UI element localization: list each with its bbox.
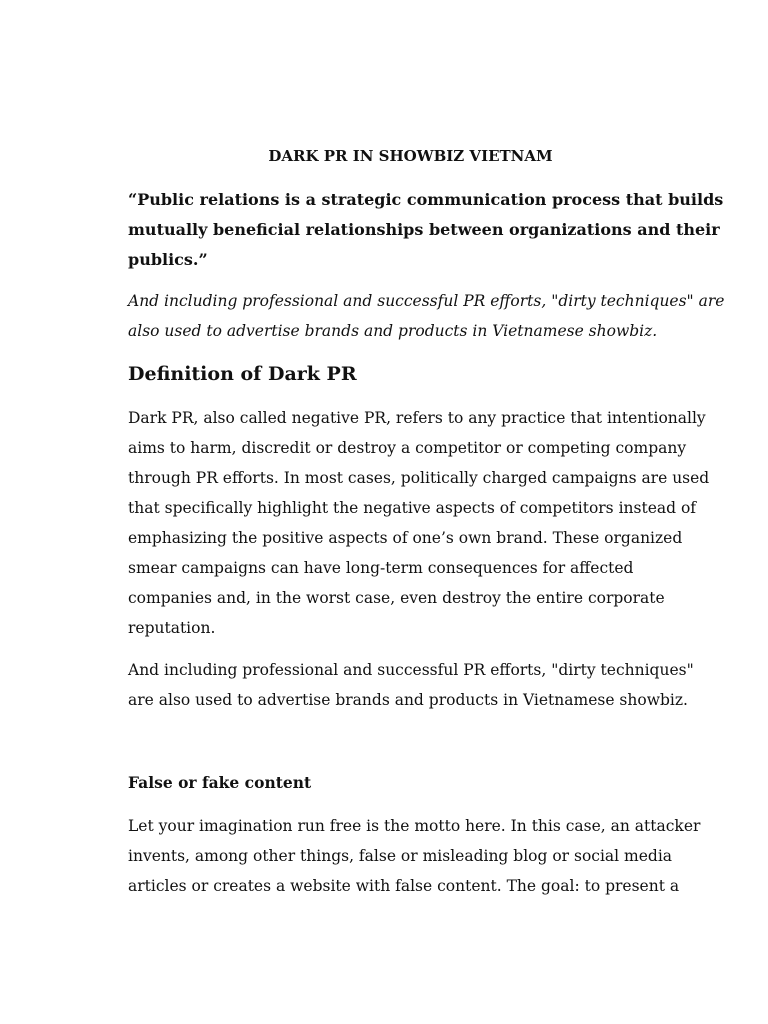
paragraph-line: Let your imagination run free is the motto here. In this case, an attacker (128, 817, 701, 835)
quote-line: mutually beneficial relationships between organizations and their (128, 220, 720, 239)
paragraph-line: emphasizing the positive aspects of one’s own brand. These organized (128, 529, 683, 547)
definition-paragraph (128, 403, 710, 643)
false-content-heading: False or fake content (128, 773, 312, 792)
false-content-paragraph (128, 811, 701, 901)
definition-paragraph-2 (128, 655, 698, 715)
paragraph-line: articles or creates a website with false content. The goal: to present a (128, 877, 680, 895)
paragraph-line: through PR efforts. In most cases, politically charged campaigns are used (128, 469, 710, 487)
paragraph-line: And including professional and successful PR efforts, "dirty techniques" (128, 661, 694, 679)
paragraph-line: Dark PR, also called negative PR, refers to any practice that intentionally (128, 409, 706, 427)
intro-paragraph (128, 286, 725, 346)
quote-line: publics.” (128, 250, 208, 269)
intro-line: And including professional and successful PR efforts, "dirty techniques" are (128, 292, 725, 310)
intro-line: also used to advertise brands and products in Vietnamese showbiz. (128, 322, 658, 340)
paragraph-line: aims to harm, discredit or destroy a competitor or competing company (128, 439, 687, 457)
quote-line: “Public relations is a strategic communication process that builds (128, 190, 724, 209)
paragraph-line: that specifically highlight the negative aspects of competitors instead of (128, 499, 697, 517)
paragraph-line: invents, among other things, false or misleading blog or social media (128, 847, 673, 865)
paragraph-line: companies and, in the worst case, even destroy the entire corporate (128, 589, 665, 607)
paragraph-line: are also used to advertise brands and products in Vietnamese showbiz. (128, 691, 688, 709)
definition-heading: Definition of Dark PR (128, 363, 357, 385)
document-title: DARK PR IN SHOWBIZ VIETNAM (268, 147, 553, 165)
paragraph-line: reputation. (128, 619, 216, 637)
pr-definition-quote (128, 185, 724, 275)
paragraph-line: smear campaigns can have long-term consequences for affected (128, 559, 634, 577)
